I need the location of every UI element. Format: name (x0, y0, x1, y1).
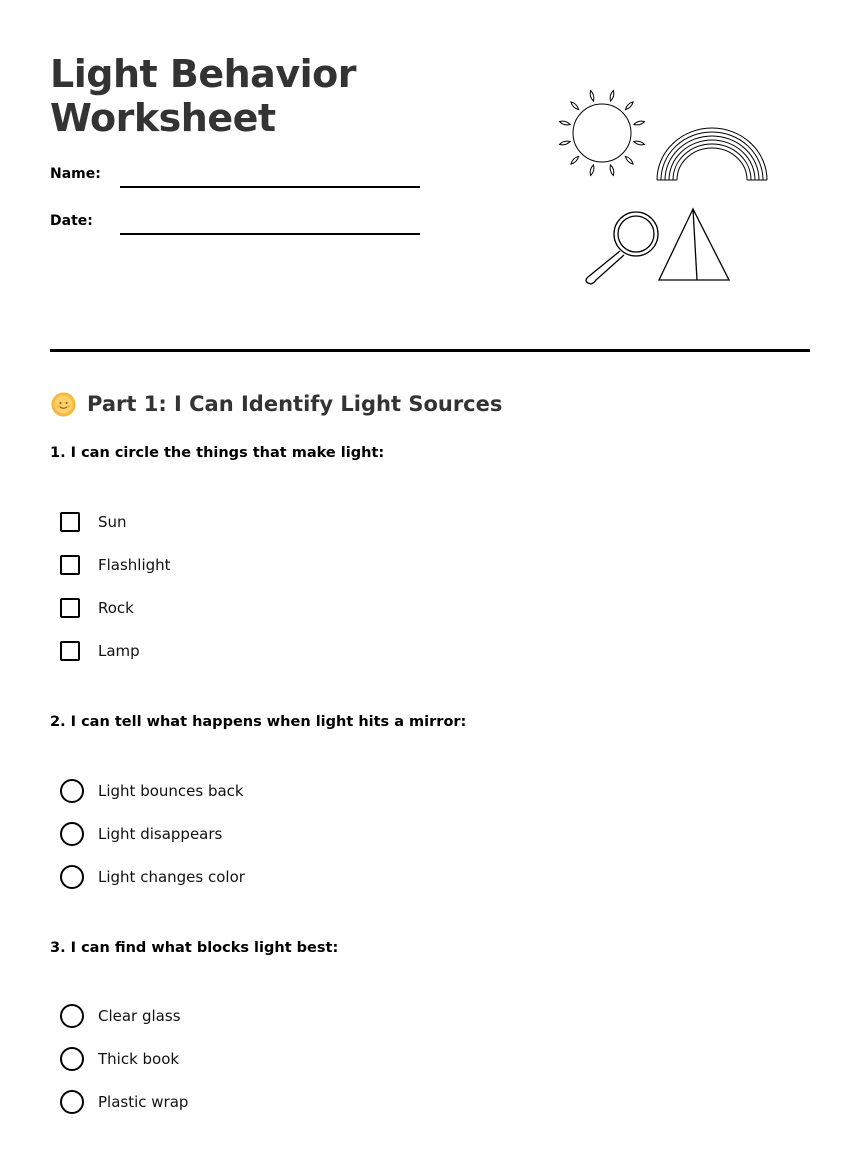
option-label: Light bounces back (98, 782, 244, 800)
option-light-bounces-back[interactable] (60, 779, 244, 803)
name-label: Name: (50, 166, 101, 182)
radio-button[interactable] (60, 1090, 84, 1114)
part1-heading (50, 388, 502, 420)
sun-ray (571, 156, 579, 164)
option-label: Rock (98, 599, 134, 617)
sun-ray (590, 165, 594, 176)
radio-button[interactable] (60, 779, 84, 803)
question-3: 3. I can find what blocks light best: (50, 940, 339, 956)
option-clear-glass[interactable] (60, 1004, 181, 1028)
magnifying-glass-icon (586, 212, 658, 284)
radio-button[interactable] (60, 1004, 84, 1028)
date-label: Date: (50, 213, 93, 229)
option-sun[interactable] (60, 510, 127, 534)
option-label: Flashlight (98, 556, 171, 574)
option-label: Plastic wrap (98, 1093, 189, 1111)
checkbox[interactable] (60, 555, 80, 575)
option-label: Light disappears (98, 825, 223, 843)
option-label: Clear glass (98, 1007, 181, 1025)
sun-ray (560, 121, 571, 125)
prism-icon (659, 209, 729, 280)
option-flashlight[interactable] (60, 553, 171, 577)
sun-ray (634, 121, 645, 125)
radio-button[interactable] (60, 822, 84, 846)
sun-ray (625, 102, 633, 110)
sun-ray (560, 141, 571, 145)
radio-button[interactable] (60, 865, 84, 889)
option-light-changes-color[interactable] (60, 865, 245, 889)
title-line-1: Light Behavior (50, 52, 356, 96)
date-field[interactable] (120, 233, 420, 235)
header-illustrations (555, 85, 785, 290)
checkbox[interactable] (60, 512, 80, 532)
question-2: 2. I can tell what happens when light hits a mirror: (50, 714, 467, 730)
sun-with-face-icon (50, 391, 77, 418)
radio-button[interactable] (60, 1047, 84, 1071)
checkbox[interactable] (60, 598, 80, 618)
name-field[interactable] (120, 186, 420, 188)
sun-ray (625, 156, 633, 164)
option-plastic-wrap[interactable] (60, 1090, 189, 1114)
sun-icon (560, 91, 645, 176)
sun-ray (610, 165, 614, 176)
section-divider (50, 349, 810, 352)
option-light-disappears[interactable] (60, 822, 223, 846)
title-line-2: Worksheet (50, 96, 276, 140)
checkbox[interactable] (60, 641, 80, 661)
rainbow-icon (657, 128, 767, 180)
option-label: Thick book (98, 1050, 180, 1068)
option-lamp[interactable] (60, 639, 140, 663)
option-rock[interactable] (60, 596, 134, 620)
option-thick-book[interactable] (60, 1047, 180, 1071)
sun-ray (610, 91, 614, 102)
option-label: Lamp (98, 642, 140, 660)
sun-ray (590, 91, 594, 102)
worksheet-title (50, 52, 356, 140)
sun-ray (634, 141, 645, 145)
question-1: 1. I can circle the things that make light: (50, 445, 385, 461)
part1-title: Part 1: I Can Identify Light Sources (87, 392, 503, 416)
option-label: Sun (98, 513, 127, 531)
sun-ray (571, 102, 579, 110)
option-label: Light changes color (98, 868, 245, 886)
